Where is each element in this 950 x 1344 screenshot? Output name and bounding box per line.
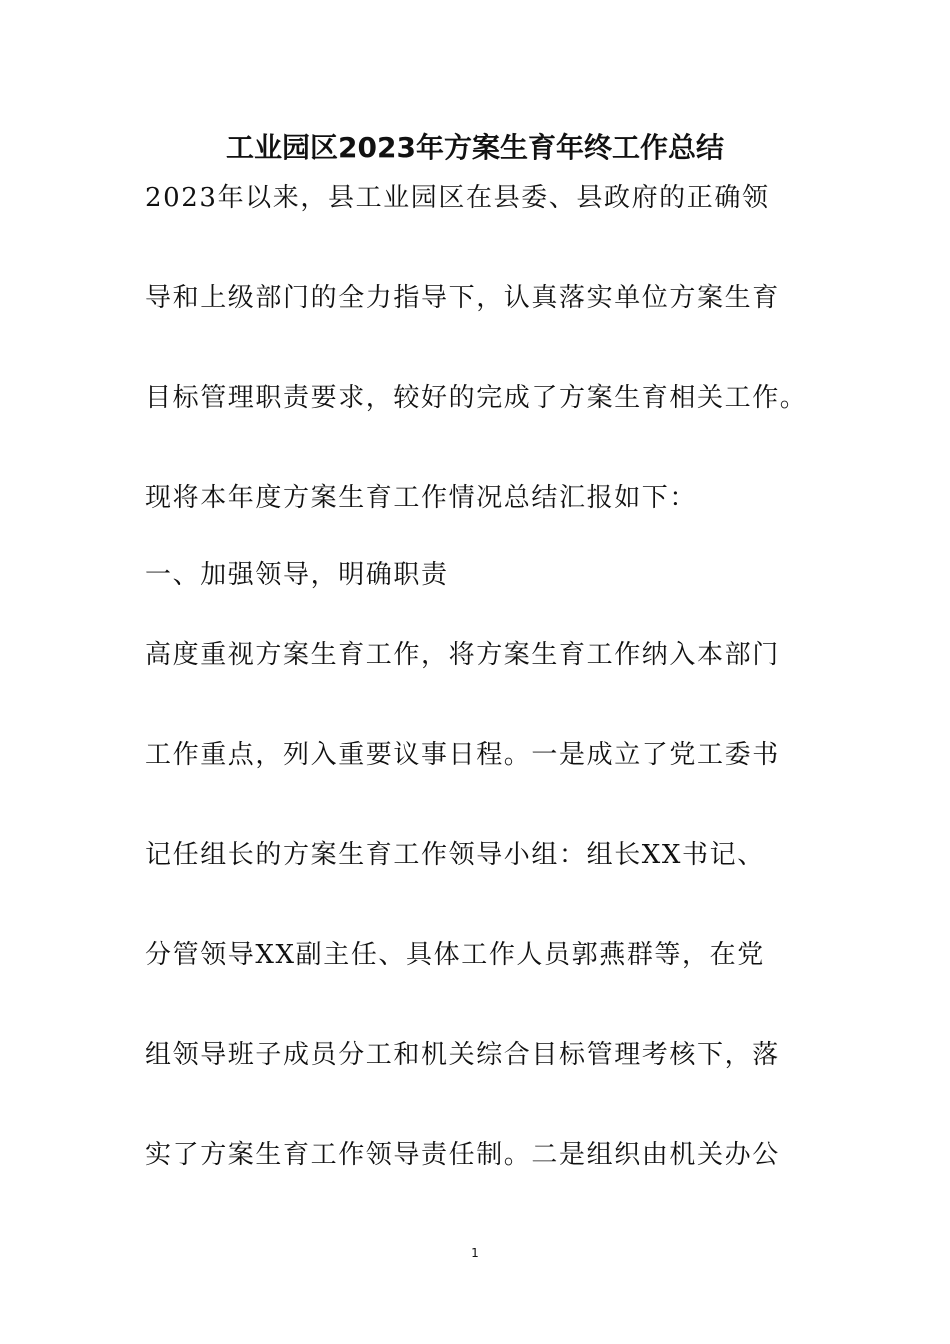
paragraph-line: 现将本年度方案生育工作情况总结汇报如下： [145,483,698,513]
document-title: 工业园区2023年方案生育年终工作总结 [226,131,724,164]
paragraph-line: 实了方案生育工作领导责任制。二是组织由机关办公 [145,1140,780,1170]
paragraph-line: 分管领导XX副主任、具体工作人员郭燕群等，在党 [145,940,765,970]
paragraph-line: 工作重点，列入重要议事日程。一是成立了党工委书 [145,740,780,770]
paragraph-line: 组领导班子成员分工和机关综合目标管理考核下，落 [145,1040,780,1070]
paragraph-line: 高度重视方案生育工作，将方案生育工作纳入本部门 [145,640,780,670]
paragraph-line: 记任组长的方案生育工作领导小组：组长XX书记、 [145,840,765,870]
paragraph-line: 导和上级部门的全力指导下，认真落实单位方案生育 [145,283,780,313]
section-heading: 一、加强领导，明确职责 [145,560,449,590]
page-number: 1 [471,1246,479,1260]
paragraph-line: 2023年以来，县工业园区在县委、县政府的正确领 [145,183,770,213]
paragraph-line: 目标管理职责要求，较好的完成了方案生育相关工作。 [145,383,808,413]
